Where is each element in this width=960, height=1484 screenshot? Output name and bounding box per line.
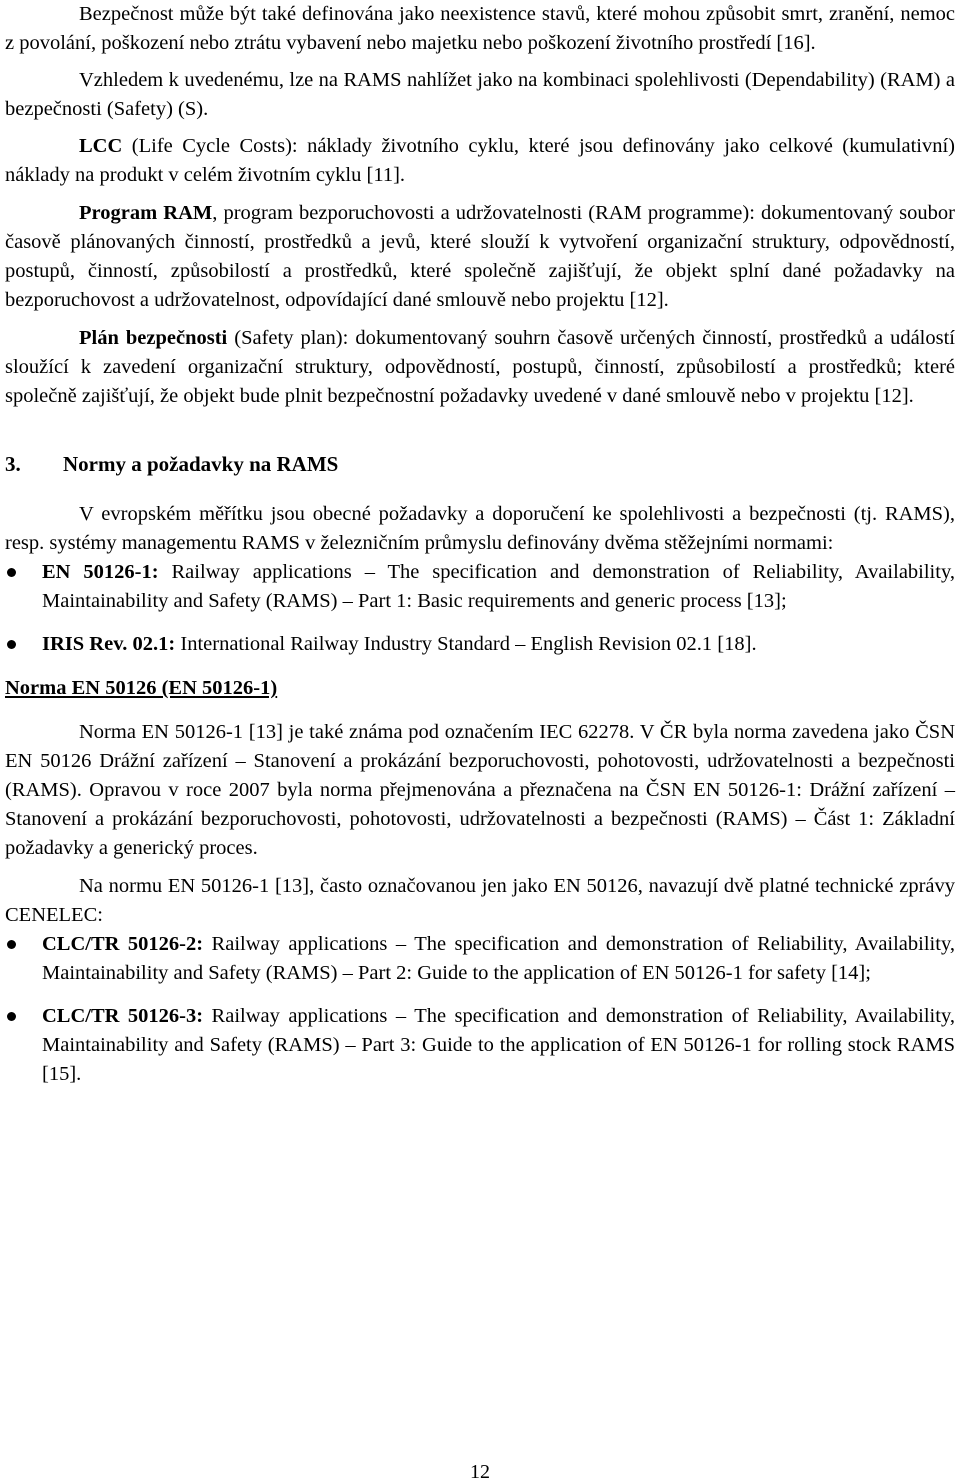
paragraph-program-ram (5, 199, 955, 315)
list-item (5, 930, 955, 988)
list-item (5, 1002, 955, 1089)
paragraph-safety-plan (5, 324, 955, 411)
section-title: Normy a požadavky na RAMS (63, 452, 339, 476)
bullet-icon (7, 1012, 16, 1021)
document-page (5, 0, 955, 1089)
list-item-term: CLC/TR 50126-2: (42, 933, 204, 955)
program-ram-definition: , program bezporuchovosti a udržovatelnosti (RAM programme): dokumentovaný soubor časově plánovaných činností, prostředků a jevů, které slouží k vytvoření organizační struktury, odpovědností, postupů, činností, způsobilostí a prostředků, které společně zajišťují, že objekt splní dané požadavky na bezporuchovost a udržovatelnost, odpovídající dané smlouvě nebo projektu [12]. (5, 202, 955, 311)
reports-list (5, 930, 955, 1089)
paragraph-rams-combination: Vzhledem k uvedenému, lze na RAMS nahlížet jako na kombinaci spolehlivosti (Dependability) (RAM) a bezpečnosti (Safety) (S). (5, 69, 955, 120)
paragraph-lcc (5, 132, 955, 190)
bullet-icon (7, 640, 16, 649)
section-heading (5, 450, 955, 479)
page-number: 12 (470, 1461, 490, 1483)
term-program-ram: Program RAM (79, 202, 213, 224)
bullet-icon (7, 568, 16, 577)
list-item (5, 630, 955, 659)
list-item-term: CLC/TR 50126-3: (42, 1005, 204, 1027)
paragraph-safety-definition: Bezpečnost může být také definována jako neexistence stavů, které mohou způsobit smrt, zranění, nemoc z povolání, poškození nebo ztrátu vybavení nebo majetku nebo poškození životního prostředí [16]. (5, 3, 955, 54)
list-item-text: Railway applications – The specification and demonstration of Reliability, Availability, Maintainability and Safety (RAMS) – Part 3: Guide to the application of EN 50126-1 for rolling stock RAMS [15]. (42, 1005, 955, 1085)
list-item-text: International Railway Industry Standard – English Revision 02.1 [18]. (175, 633, 757, 655)
paragraph-standards-intro: V evropském měřítku jsou obecné požadavky a doporučení ke spolehlivosti a bezpečnosti (tj. RAMS), resp. systémy managementu RAMS v železničním průmyslu definovány dvěma stěžejními normami: (5, 503, 955, 554)
term-lcc: LCC (79, 135, 123, 157)
list-item (5, 558, 955, 616)
list-item-term: IRIS Rev. 02.1: (42, 633, 176, 655)
list-item-term: EN 50126-1: (42, 561, 159, 583)
bullet-icon (7, 940, 16, 949)
list-item-text: Railway applications – The specification and demonstration of Reliability, Availability, Maintainability and Safety (RAMS) – Part 1: Basic requirements and generic process [13]; (42, 561, 955, 612)
term-safety-plan: Plán bezpečnosti (79, 327, 228, 349)
standards-list (5, 558, 955, 659)
list-item-text: Railway applications – The specification and demonstration of Reliability, Availability, Maintainability and Safety (RAMS) – Part 2: Guide to the application of EN 50126-1 for safety [14]; (42, 933, 955, 984)
section-number: 3. (5, 452, 21, 476)
subsection-heading: Norma EN 50126 (EN 50126-1) (5, 677, 278, 699)
paragraph-en50126: Norma EN 50126-1 [13] je také známa pod označením IEC 62278. V ČR byla norma zavedena jako ČSN EN 50126 Drážní zařízení – Stanovení a prokázání bezporuchovosti, pohotovosti, udržovatelnosti a bezpečnosti (RAMS). Opravou v roce 2007 byla norma přejmenována a přeznačena na ČSN EN 50126-1: Drážní zařízení – Stanovení a prokázání bezporuchovosti, pohotovosti, udržovatelnosti a bezpečnosti (RAMS) – Část 1: Základní požadavky a generický proces. (5, 721, 955, 859)
safety-plan-definition: (Safety plan): dokumentovaný souhrn časově určených činností, prostředků a událostí sloužící k zavedení organizační struktury, odpovědností, postupů, činností, způsobilostí a prostředků; které společně zajišťují, že objekt bude plnit bezpečnostní požadavky uvedené v dané smlouvě nebo v projektu [12]. (5, 327, 955, 407)
paragraph-cenelec: Na normu EN 50126-1 [13], často označovanou jen jako EN 50126, navazují dvě platné technické zprávy CENELEC: (5, 875, 955, 926)
lcc-definition: (Life Cycle Costs): náklady životního cyklu, které jsou definovány jako celkové (kumulativní) náklady na produkt v celém životním cyklu [11]. (5, 135, 955, 186)
